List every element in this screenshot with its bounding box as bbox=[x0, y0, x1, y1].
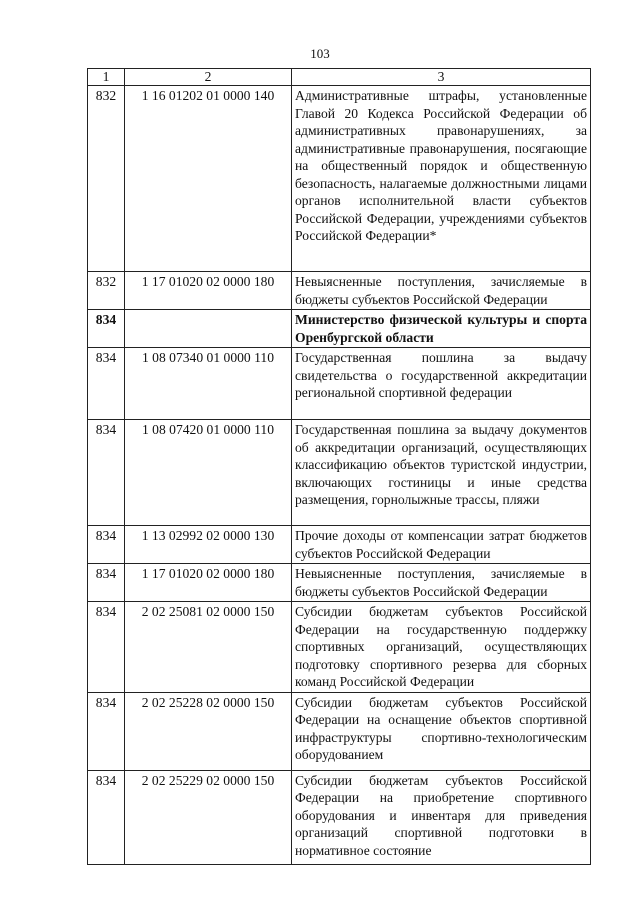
description-cell: Государственная пошлина за выдачу документов об аккредитации организаций, осуществляющих классификацию объектов туристской индустрии, включающих гостиницы и иные средства размещения, горнолыжные трассы, пляжи bbox=[292, 420, 591, 526]
column-header-2: 2 bbox=[125, 69, 292, 86]
table-row bbox=[88, 420, 591, 526]
table-row bbox=[88, 692, 591, 770]
description-cell: Административные штрафы, установленные Главой 20 Кодекса Российской Федерации об административных правонарушениях, за административные правонарушения, посягающие на общественный порядок и общественную безопасность, налагаемые должностными лицами органов исполнительной власти субъектов Российской Федерации, учреждениями субъектов Российской Федерации* bbox=[292, 86, 591, 272]
description-cell: Государственная пошлина за выдачу свидетельства о государственной аккредитации региональной спортивной федерации bbox=[292, 348, 591, 420]
description-cell: Невыясненные поступления, зачисляемые в бюджеты субъектов Российской Федерации bbox=[292, 564, 591, 602]
admin-code-cell: 834 bbox=[88, 770, 125, 864]
page-number: 103 bbox=[310, 46, 330, 61]
admin-code-cell: 834 bbox=[88, 420, 125, 526]
budget-code-cell: 1 16 01202 01 0000 140 bbox=[125, 86, 292, 272]
admin-code-cell: 834 bbox=[88, 348, 125, 420]
budget-revenue-table bbox=[87, 68, 591, 865]
table-row bbox=[88, 564, 591, 602]
budget-code-cell bbox=[125, 310, 292, 348]
admin-code-cell: 832 bbox=[88, 86, 125, 272]
table-row bbox=[88, 526, 591, 564]
admin-code-cell: 834 bbox=[88, 526, 125, 564]
section-heading-cell: Министерство физической культуры и спорта Оренбургской области bbox=[292, 310, 591, 348]
table-row bbox=[88, 770, 591, 864]
admin-code-cell: 834 bbox=[88, 564, 125, 602]
admin-code-cell: 832 bbox=[88, 272, 125, 310]
budget-code-cell: 2 02 25229 02 0000 150 bbox=[125, 770, 292, 864]
admin-code-cell: 834 bbox=[88, 692, 125, 770]
table-row bbox=[88, 348, 591, 420]
budget-code-cell: 1 17 01020 02 0000 180 bbox=[125, 272, 292, 310]
column-header-1: 1 bbox=[88, 69, 125, 86]
budget-code-cell: 1 08 07340 01 0000 110 bbox=[125, 348, 292, 420]
description-cell: Субсидии бюджетам субъектов Российской Федерации на приобретение спортивного оборудования и инвентаря для приведения организаций спортивной подготовки в нормативное состояние bbox=[292, 770, 591, 864]
description-cell: Субсидии бюджетам субъектов Российской Федерации на государственную поддержку спортивных организаций, осуществляющих подготовку спортивного резерва для сборных команд Российской Федерации bbox=[292, 602, 591, 693]
budget-code-cell: 2 02 25228 02 0000 150 bbox=[125, 692, 292, 770]
budget-code-cell: 1 13 02992 02 0000 130 bbox=[125, 526, 292, 564]
budget-code-cell: 1 08 07420 01 0000 110 bbox=[125, 420, 292, 526]
table-row bbox=[88, 272, 591, 310]
admin-code-cell: 834 bbox=[88, 602, 125, 693]
budget-code-cell: 2 02 25081 02 0000 150 bbox=[125, 602, 292, 693]
column-header-3: 3 bbox=[292, 69, 591, 86]
table-row bbox=[88, 602, 591, 693]
description-cell: Субсидии бюджетам субъектов Российской Федерации на оснащение объектов спортивной инфраструктуры спортивно-технологическим оборудованием bbox=[292, 692, 591, 770]
table-header-row bbox=[88, 69, 591, 86]
table-row-section-heading bbox=[88, 310, 591, 348]
table-row bbox=[88, 86, 591, 272]
budget-code-cell: 1 17 01020 02 0000 180 bbox=[125, 564, 292, 602]
description-cell: Невыясненные поступления, зачисляемые в бюджеты субъектов Российской Федерации bbox=[292, 272, 591, 310]
description-cell: Прочие доходы от компенсации затрат бюджетов субъектов Российской Федерации bbox=[292, 526, 591, 564]
admin-code-cell: 834 bbox=[88, 310, 125, 348]
